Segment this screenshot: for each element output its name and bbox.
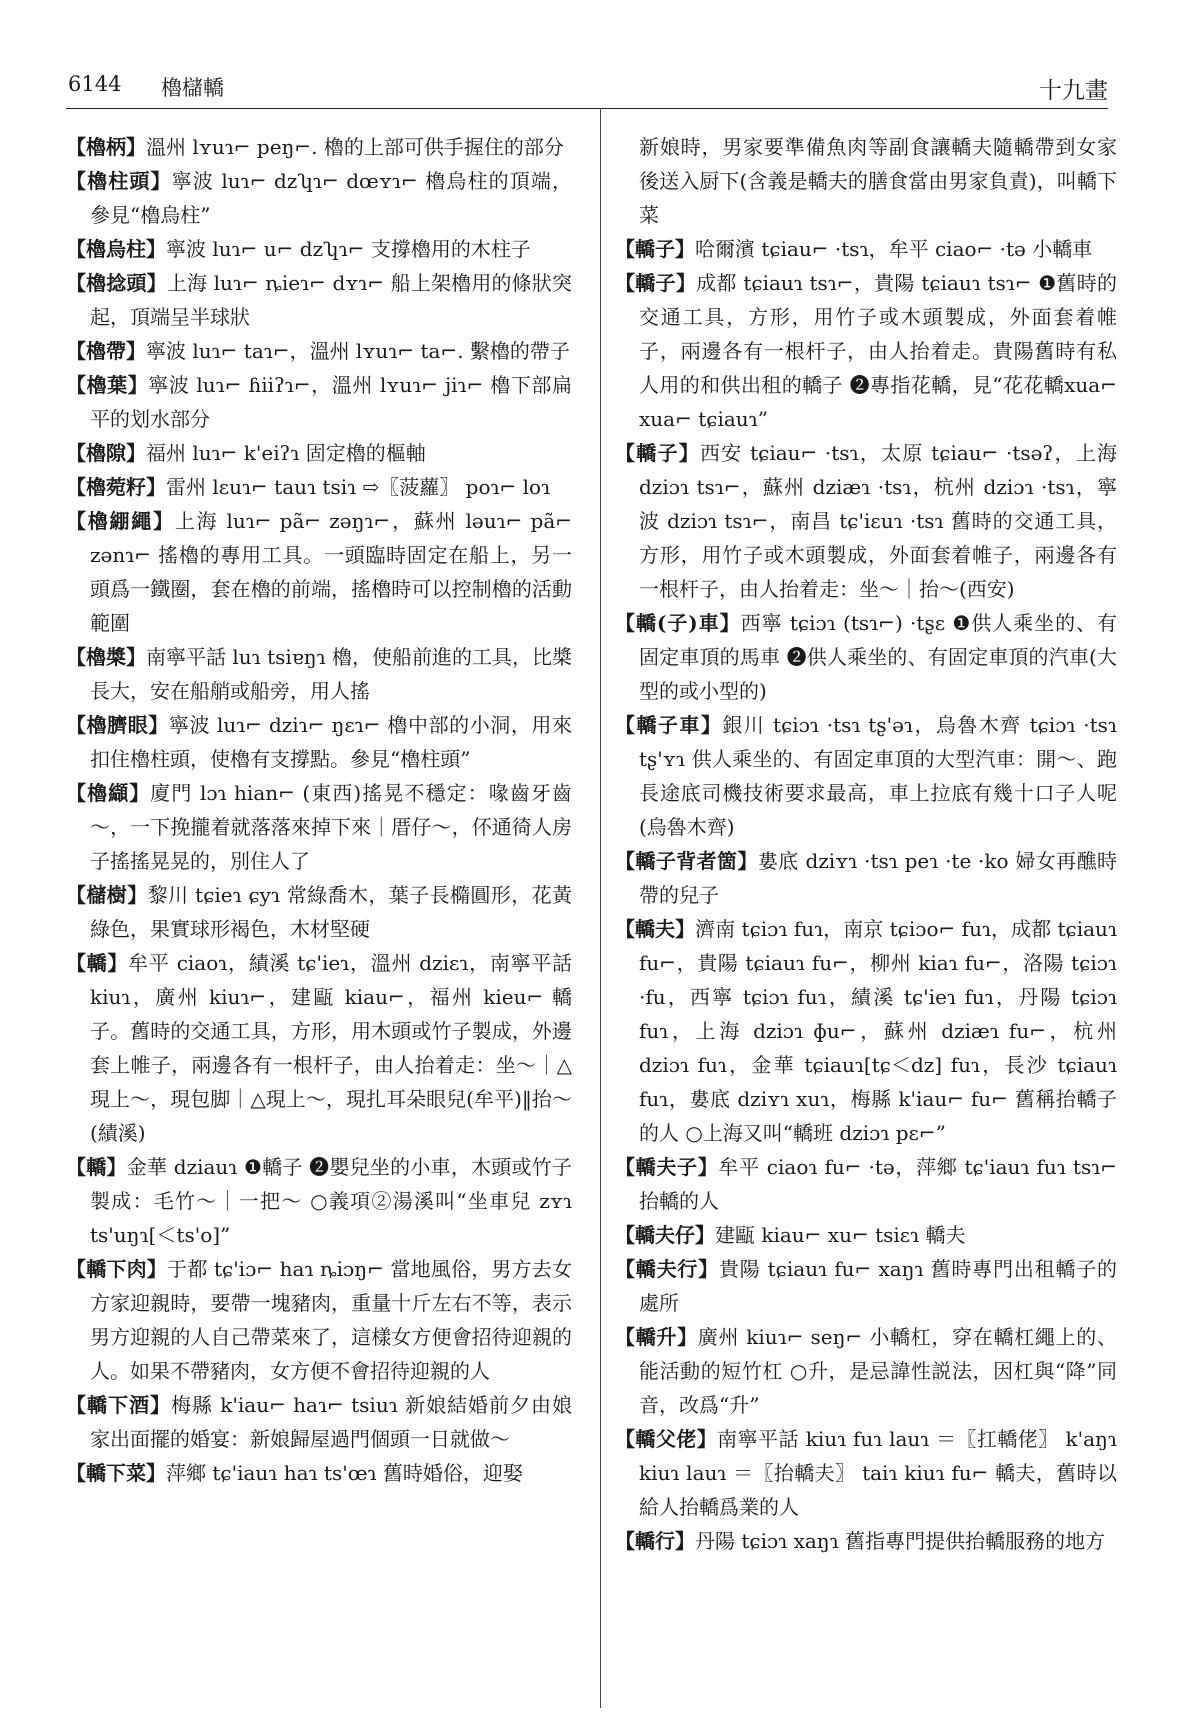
entry-text: 廣州 kiuɿ⌐ seŋ⌐ 小轎杠，穿在轎杠繩上的、能活動的短竹杠 ○升，是忌諱性説法，因杠與“降”同音，改爲“升”: [639, 1325, 1117, 1417]
entry-headword: 【櫓葉】: [66, 373, 149, 397]
entry-headword: 【櫓帶】: [66, 339, 146, 363]
page-number: 6144: [68, 72, 122, 96]
dictionary-entry: [615, 1524, 1117, 1558]
entry-text: 南寧平話 luɿ tsiɐŋɿ 櫓，使船前進的工具，比槳長大，安在船艄或船旁，用人搖: [90, 645, 572, 703]
entry-text: 于都 tɕ'iɔ⌐ haɿ ȵiɔŋ⌐ 當地風俗，男方去女方家迎親時，要帶一塊豬肉，重量十斤左右不等，表示男方迎親的人自己帶菜來了，這樣女方便會招待迎親的人。如果不帶豬肉，女方便不會招待迎親的人: [90, 1257, 573, 1383]
entry-headword: 【轎升】: [615, 1325, 698, 1349]
entry-headword: 【櫓柱頭】: [66, 169, 172, 193]
entry-headword: 【轎】: [66, 1155, 127, 1179]
dictionary-entry: [66, 164, 572, 232]
header-title: 櫓櫧轎: [161, 76, 224, 100]
entry-text: 新娘時，男家要準備魚肉等副食讓轎夫隨轎帶到女家後送入厨下(含義是轎夫的膳食當由男家負責)，叫轎下菜: [639, 135, 1117, 227]
dictionary-entry: [66, 436, 572, 470]
page-header: [66, 72, 1108, 106]
entry-headword: 【轎下酒】: [66, 1393, 171, 1417]
entry-text: 寧波 luɿ⌐ dzʮɿ⌐ dœʏɿ⌐ 櫓烏柱的頂端，參見“櫓烏柱”: [90, 169, 572, 227]
column-divider: [600, 108, 601, 1708]
entry-text: 牟平 ciaoɿ，績溪 tɕ'ieɿ，溫州 dziɛɿ，南寧平話 kiuɿ，廣州 kiuɿ⌐，建甌 kiau⌐，福州 kieu⌐ 轎子。舊時的交通工具，方形，用木頭或竹子製成，外邊套上帷子，兩邊各有一根杆子，由人抬着走：坐～｜△現上～，現包脚｜△現上～，現扎耳朵眼兒(牟平)‖抬～(績溪): [90, 951, 573, 1145]
entry-headword: 【轎行】: [615, 1529, 695, 1553]
dictionary-entry: [66, 504, 572, 640]
entry-text: 西寧 tɕiɔɿ (tsɿ⌐) ·tʂɛ ❶供人乘坐的、有固定車頂的馬車 ❷供人乘坐的、有固定車頂的汽車(大型的或小型的): [639, 611, 1117, 703]
dictionary-entry: [615, 232, 1117, 266]
entry-headword: 【轎夫仔】: [615, 1223, 715, 1247]
entry-text: 寧波 luɿ⌐ u⌐ dzʮɿ⌐ 支撐櫓用的木柱子: [166, 237, 531, 261]
entry-text: 福州 luɿ⌐ k'eiʔɿ 固定櫓的樞軸: [146, 441, 426, 465]
dictionary-entry: [66, 266, 572, 334]
dictionary-entry: [66, 130, 572, 164]
entry-headword: 【櫓槳】: [66, 645, 147, 669]
dictionary-entry: [66, 878, 572, 946]
entry-headword: 【櫧樹】: [66, 883, 148, 907]
entry-headword: 【轎下菜】: [66, 1461, 166, 1485]
dictionary-entry: [615, 606, 1117, 708]
entry-headword: 【轎】: [66, 951, 129, 975]
entry-text: 哈爾濱 tɕiau⌐ ·tsɿ，牟平 ciao⌐ ·tə 小轎車: [695, 237, 1093, 261]
entry-headword: 【轎下肉】: [66, 1257, 167, 1281]
entry-text: 銀川 tɕiɔɿ ·tsɿ tʂ'əɿ，烏魯木齊 tɕiɔɿ ·tsɿ tʂ'ʏɿ 供人乘坐的、有固定車頂的大型汽車：開～、跑長途底司機技術要求最高，車上拉底有幾十口子人呢(烏魯木齊): [639, 713, 1117, 839]
dictionary-entry: [615, 1218, 1117, 1252]
entry-headword: 【櫓臍眼】: [66, 713, 169, 737]
entry-headword: 【櫓綳繩】: [66, 509, 175, 533]
entry-headword: 【轎子】: [615, 237, 695, 261]
entry-text: 溫州 lʏuɿ⌐ peŋ⌐. 櫓的上部可供手握住的部分: [146, 135, 564, 159]
entry-headword: 【轎子車】: [615, 713, 723, 737]
entry-headword: 【櫓隙】: [66, 441, 146, 465]
dictionary-entry: [66, 708, 572, 776]
dictionary-entry: [66, 334, 572, 368]
entry-text: 萍鄉 tɕ'iauɿ haɿ ts'œɿ 舊時婚俗，迎娶: [166, 1461, 523, 1485]
entry-text: 西安 tɕiau⌐ ·tsɿ，太原 tɕiau⌐ ·tsəʔ，上海 dziɔɿ tsɿ⌐，蘇州 dziæɿ ·tsɿ，杭州 dziɔɿ ·tsɿ，寧波 dziɔɿ tsɿ⌐，南昌 tɕ'iɛuɿ ·tsɿ 舊時的交通工具，方形，用竹子或木頭製成，外面套着帷子，兩邊各有一根杆子，由人抬着走：坐～｜抬～(西安): [639, 441, 1117, 601]
dictionary-entry: [615, 1252, 1117, 1320]
entry-text: 上海 luɿ⌐ pã⌐ zəŋɿ⌐，蘇州 ləuɿ⌐ pã⌐ zənɿ⌐ 搖櫓的專用工具。一頭臨時固定在船上，另一頭爲一鐵圈，套在櫓的前端，搖櫓時可以控制櫓的活動範圍: [90, 509, 573, 635]
dictionary-entry: [66, 368, 572, 436]
entry-text: 南寧平話 kiuɿ fuɿ lauɿ ＝〖扛轎佬〗 k'aŋɿ kiuɿ lauɿ ＝〖抬轎夫〗 taiɿ kiuɿ fu⌐ 轎夫，舊時以給人抬轎爲業的人: [639, 1427, 1117, 1519]
entry-text: 成都 tɕiauɿ tsɿ⌐，貴陽 tɕiauɿ tsɿ⌐ ❶舊時的交通工具，方形，用竹子或木頭製成，外面套着帷子，兩邊各有一根杆子，由人抬着走。貴陽舊時有私人用的和供出租的轎子 ❷專指花轎，見“花花轎xua⌐ xua⌐ tɕiauɿ”: [639, 271, 1117, 431]
header-rule: [66, 108, 1108, 109]
dictionary-entry: [66, 1456, 572, 1490]
entry-text: 廈門 lɔɿ hian⌐ (東西)搖晃不穩定：喙齒牙齒～，一下挽攏着就落落來掉下來｜厝仔～，伓通徛人房子搖搖晃晃的，別住人了: [90, 781, 573, 873]
entry-headword: 【櫓纈】: [66, 781, 151, 805]
entry-headword: 【轎夫行】: [615, 1257, 719, 1281]
entry-headword: 【轎子】: [615, 271, 697, 295]
entry-headword: 【轎夫子】: [615, 1155, 719, 1179]
dictionary-entry: [615, 912, 1117, 1150]
entry-text: 梅縣 k'iau⌐ haɿ⌐ tsiuɿ 新娘結婚前夕由娘家出面擺的婚宴：新娘歸屋過門個頭一日就做～: [90, 1393, 572, 1451]
entry-text: 金華 dziauɿ ❶轎子 ❷嬰兒坐的小車，木頭或竹子製成：毛竹～｜一把～ ○義項②湯溪叫“坐車兒 zʏɿ ts'uŋɿ[＜ts'o]”: [90, 1155, 572, 1247]
dictionary-entry-continued: [615, 130, 1117, 232]
dictionary-entry: [66, 470, 572, 504]
entry-text: 建甌 kiau⌐ xu⌐ tsiɛɿ 轎夫: [715, 1223, 966, 1247]
entry-text: 寧波 luɿ⌐ taɿ⌐，溫州 lʏuɿ⌐ ta⌐. 繫櫓的帶子: [146, 339, 570, 363]
dictionary-entry: [615, 1320, 1117, 1422]
entry-headword: 【轎父佬】: [615, 1427, 718, 1451]
dictionary-entry: [66, 232, 572, 266]
entry-headword: 【轎子】: [615, 441, 700, 465]
dictionary-entry: [66, 946, 572, 1150]
entry-headword: 【櫓柄】: [66, 135, 146, 159]
stroke-section: 十九畫: [1039, 78, 1108, 104]
entry-text: 濟南 tɕiɔɿ fuɿ，南京 tɕiɔo⌐ fuɿ，成都 tɕiauɿ fu⌐，貴陽 tɕiauɿ fu⌐，柳州 kiaɿ fu⌐，洛陽 tɕiɔɿ ·fu，西寧 tɕiɔɿ fuɿ，績溪 tɕ'ieɿ fuɿ，丹陽 tɕiɔɿ fuɿ，上海 dziɔɿ ɸu⌐，蘇州 dziæɿ fu⌐，杭州 dziɔɿ fuɿ，金華 tɕiauɿ[tɕ＜dz] fuɿ，長沙 tɕiauɿ fuɿ，婁底 dziʏɿ xuɿ，梅縣 k'iau⌐ fu⌐ 舊稱抬轎子的人 ○上海又叫“轎班 dziɔɿ pɛ⌐”: [639, 917, 1117, 1145]
left-column: [66, 130, 572, 1490]
entry-text: 上海 luɿ⌐ ȵieɿ⌐ dʏɿ⌐ 船上架櫓用的條狀突起，頂端呈半球狀: [90, 271, 572, 329]
entry-headword: 【櫓烏柱】: [66, 237, 166, 261]
dictionary-entry: [615, 844, 1117, 912]
dictionary-entry: [66, 1252, 572, 1388]
dictionary-entry: [615, 708, 1117, 844]
entry-text: 寧波 luɿ⌐ ɦiiʔɿ⌐，溫州 lʏuɿ⌐ jiɿ⌐ 櫓下部扁平的划水部分: [90, 373, 573, 431]
entry-headword: 【轎夫】: [615, 917, 696, 941]
entry-text: 婁底 dziʏɿ ·tsɿ peɿ ·te ·ko 婦女再醮時帶的兒子: [639, 849, 1117, 907]
entry-headword: 【轎(子)車】: [615, 611, 741, 635]
dictionary-entry: [66, 1388, 572, 1456]
entry-text: 雷州 lɛuɿ⌐ tauɿ tsiɿ ⇨〖菠蘿〗 poɿ⌐ loɿ: [166, 475, 551, 499]
entry-text: 貴陽 tɕiauɿ fu⌐ xaŋɿ 舊時專門出租轎子的處所: [639, 1257, 1117, 1315]
entry-text: 丹陽 tɕiɔɿ xaŋɿ 舊指專門提供抬轎服務的地方: [695, 1529, 1106, 1553]
entry-text: 黎川 tɕieɿ ɕyɿ 常綠喬木，葉子長橢圓形，花黃綠色，果實球形褐色，木材堅硬: [90, 883, 572, 941]
entry-text: 寧波 luɿ⌐ dziɿ⌐ ŋɛɿ⌐ 櫓中部的小洞，用來扣住櫓柱頭，使櫓有支撐點。參見“櫓柱頭”: [90, 713, 573, 771]
entry-headword: 【轎子背者箇】: [615, 849, 758, 873]
entry-headword: 【櫓捻頭】: [66, 271, 167, 295]
dictionary-entry: [615, 266, 1117, 436]
dictionary-entry: [615, 1150, 1117, 1218]
dictionary-entry: [615, 436, 1117, 606]
entry-headword: 【櫓菀籽】: [66, 475, 166, 499]
entry-text: 牟平 ciaoɿ fu⌐ ·tə，萍鄉 tɕ'iauɿ fuɿ tsɿ⌐ 抬轎的人: [639, 1155, 1118, 1213]
right-column: [615, 130, 1117, 1558]
dictionary-entry: [66, 640, 572, 708]
dictionary-entry: [66, 1150, 572, 1252]
dictionary-entry: [66, 776, 572, 878]
dictionary-entry: [615, 1422, 1117, 1524]
